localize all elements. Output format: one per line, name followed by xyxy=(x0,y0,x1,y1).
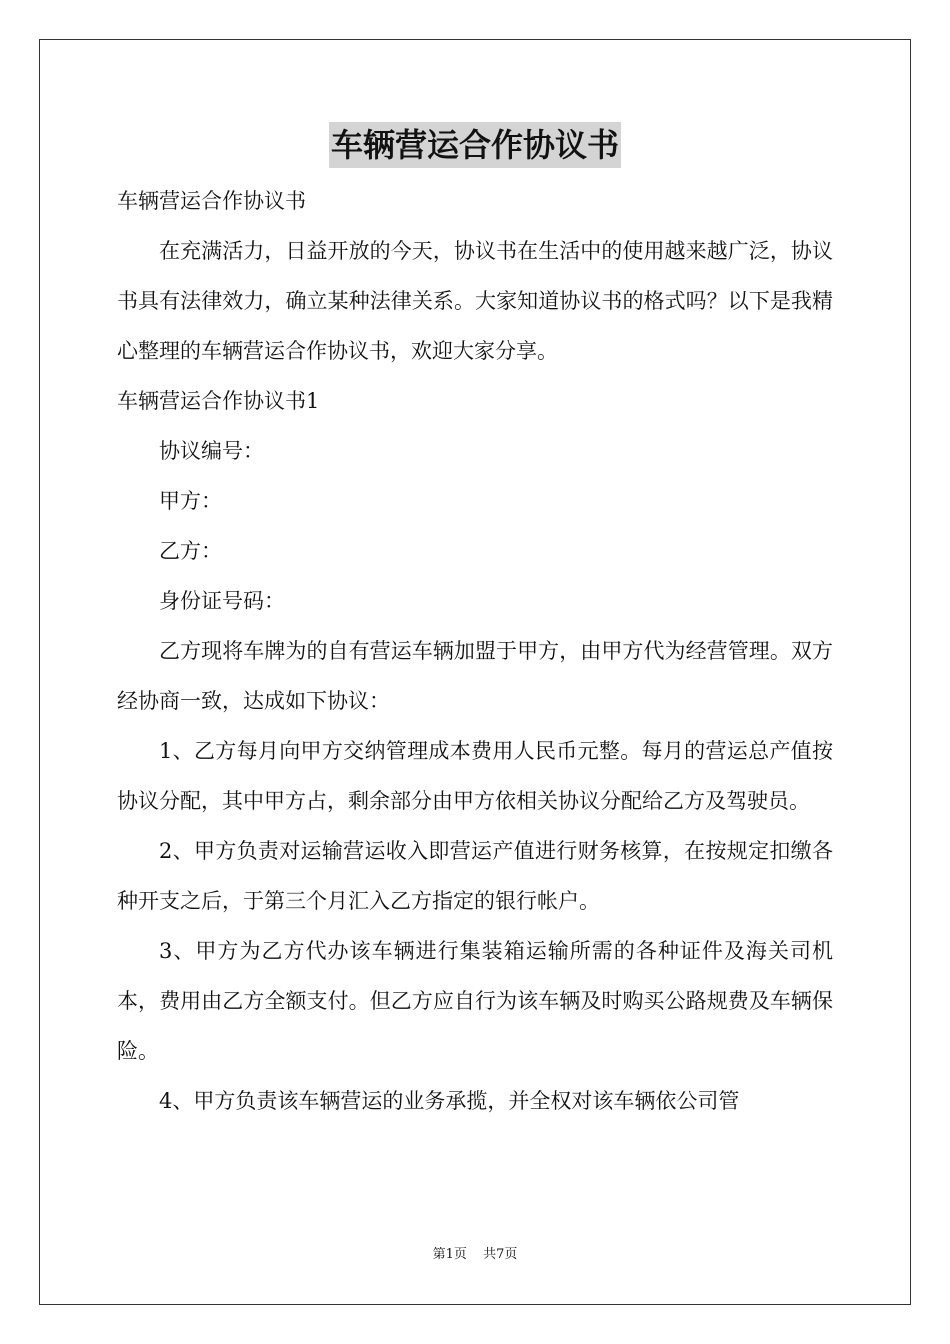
document-body xyxy=(117,176,833,1126)
page-number: 第1页 xyxy=(432,1247,467,1262)
paragraph-8: 1、乙方每月向甲方交纳管理成本费用人民币元整。每月的营运总产值按协议分配，其中甲方占，剩余部分由甲方依相关协议分配给乙方及驾驶员。 xyxy=(117,739,833,813)
paragraph-9: 2、甲方负责对运输营运收入即营运产值进行财务核算，在按规定扣缴各种开支之后，于第三个月汇入乙方指定的银行帐户。 xyxy=(117,839,833,913)
paragraph-2: 车辆营运合作协议书1 xyxy=(117,389,320,413)
paragraph-1: 在充满活力，日益开放的今天，协议书在生活中的使用越来越广泛，协议书具有法律效力，确立某种法律关系。大家知道协议书的格式吗？以下是我精心整理的车辆营运合作协议书，欢迎大家分享。 xyxy=(117,239,833,363)
paragraph-11: 4、甲方负责该车辆营运的业务承揽，并全权对该车辆依公司管 xyxy=(159,1089,740,1113)
paragraph-7: 乙方现将车牌为的自有营运车辆加盟于甲方，由甲方代为经营管理。双方经协商一致，达成如下协议： xyxy=(117,639,833,713)
paragraph-3: 协议编号： xyxy=(159,439,264,463)
page-total: 共7页 xyxy=(483,1247,518,1262)
paragraph-4: 甲方： xyxy=(159,489,222,513)
paragraph-5: 乙方： xyxy=(159,539,222,563)
page-footer xyxy=(0,1246,950,1264)
paragraph-10: 3、甲方为乙方代办该车辆进行集装箱运输所需的各种证件及海关司机本，费用由乙方全额支付。但乙方应自行为该车辆及时购买公路规费及车辆保险。 xyxy=(117,939,833,1063)
title-container xyxy=(0,122,950,168)
paragraph-6: 身份证号码： xyxy=(159,589,285,613)
paragraph-0: 车辆营运合作协议书 xyxy=(117,189,306,213)
document-title: 车辆营运合作协议书 xyxy=(329,122,621,168)
